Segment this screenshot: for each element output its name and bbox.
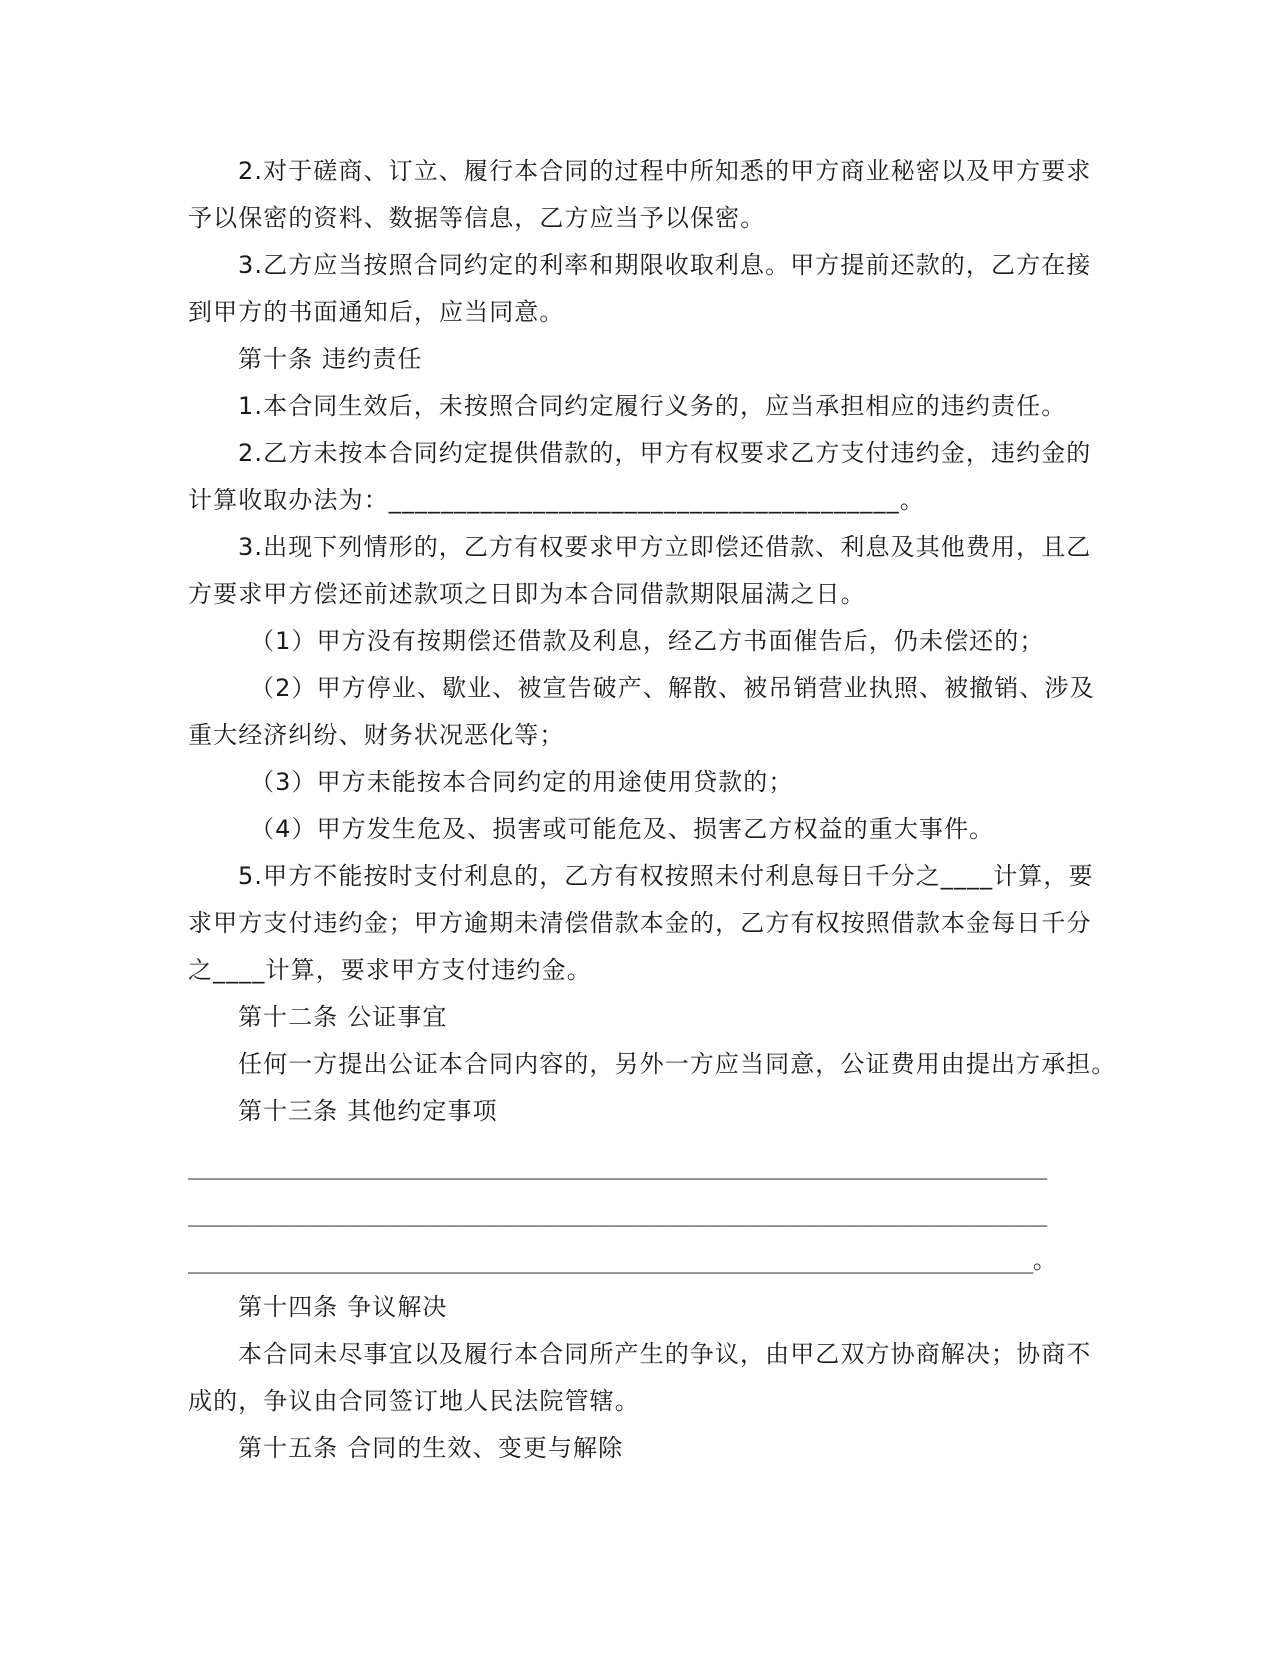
paragraph-line: 之____计算，要求甲方支付违约金。 bbox=[188, 956, 592, 984]
sub-item-line: 重大经济纠纷、财务状况恶化等； bbox=[188, 721, 565, 749]
spacer bbox=[188, 1135, 1093, 1143]
blank-fill-line: ______________________________________________________________ bbox=[188, 1199, 1047, 1227]
paragraph-line: 5.甲方不能按时支付利息的，乙方有权按照未付利息每日千分之____计算，要 bbox=[238, 862, 1094, 890]
article-heading: 第十四条 争议解决 bbox=[238, 1293, 448, 1321]
paragraph-line: 3.出现下列情形的，乙方有权要求甲方立即偿还借款、利息及其他费用，且乙 bbox=[238, 533, 1092, 561]
blank-fill-line: ______________________________________________________________ bbox=[188, 1152, 1047, 1180]
paragraph-line: 成的，争议由合同签订地人民法院管辖。 bbox=[188, 1387, 640, 1415]
paragraph-line: 1.本合同生效后，未按照合同约定履行义务的，应当承担相应的违约责任。 bbox=[238, 392, 1067, 420]
paragraph-line: 任何一方提出公证本合同内容的，另外一方应当同意，公证费用由提出方承担。 bbox=[238, 1050, 1117, 1078]
paragraph-line: 2.对于磋商、订立、履行本合同的过程中所知悉的甲方商业秘密以及甲方要求 bbox=[238, 157, 1092, 185]
sub-item-line: （3）甲方未能按本合同约定的用途使用贷款的； bbox=[250, 768, 794, 796]
paragraph-line: 到甲方的书面通知后，应当同意。 bbox=[188, 298, 565, 326]
article-heading: 第十二条 公证事宜 bbox=[238, 1003, 448, 1031]
paragraph-line: 2.乙方未按本合同约定提供借款的，甲方有权要求乙方支付违约金，违约金的 bbox=[238, 439, 1092, 467]
sub-item-line: （1）甲方没有按期偿还借款及利息，经乙方书面催告后，仍未偿还的； bbox=[250, 627, 1045, 655]
sub-item-line: （2）甲方停业、歇业、被宣告破产、解散、被吊销营业执照、被撤销、涉及 bbox=[250, 674, 1095, 702]
paragraph-line: 计算收取办法为：_______________________________________。 bbox=[188, 486, 925, 514]
article-heading: 第十三条 其他约定事项 bbox=[238, 1097, 498, 1125]
paragraph-line: 求甲方支付违约金；甲方逾期未清偿借款本金的，乙方有权按照借款本金每日千分 bbox=[188, 909, 1092, 937]
paragraph-line: 方要求甲方偿还前述款项之日即为本合同借款期限届满之日。 bbox=[188, 580, 866, 608]
paragraph-line: 予以保密的资料、数据等信息，乙方应当予以保密。 bbox=[188, 204, 766, 232]
paragraph-line: 本合同未尽事宜以及履行本合同所产生的争议，由甲乙双方协商解决；协商不 bbox=[238, 1340, 1092, 1368]
article-heading: 第十条 违约责任 bbox=[238, 345, 423, 373]
article-heading: 第十五条 合同的生效、变更与解除 bbox=[238, 1434, 624, 1462]
document-page bbox=[188, 148, 1117, 1472]
paragraph-line: 3.乙方应当按照合同约定的利率和期限收取利息。甲方提前还款的，乙方在接 bbox=[238, 251, 1092, 279]
sub-item-line: （4）甲方发生危及、损害或可能危及、损害乙方权益的重大事件。 bbox=[250, 815, 995, 843]
blank-fill-line: _____________________________________________________________。 bbox=[188, 1246, 1057, 1274]
